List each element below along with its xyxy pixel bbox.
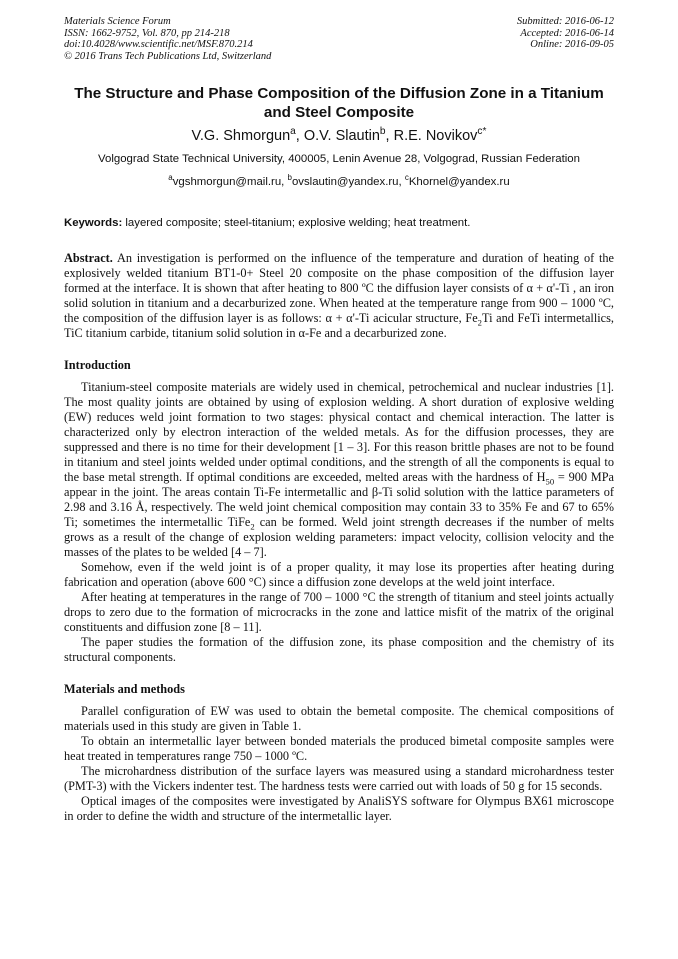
abstract-label: Abstract. (64, 251, 113, 266)
author: R.E. Novikov$^{c*}$ (393, 126, 487, 145)
author-affiliation: Volgograd State Technical University, 400005, Lenin Avenue 28, Volgograd, Russian Federation (98, 153, 580, 166)
keywords-label: Keywords: (64, 217, 123, 230)
date-submitted: Submitted: 2016-06-12 (516, 16, 614, 27)
email-link[interactable]: $^a$vgshmorgun@mail.ru (168, 173, 282, 189)
abstract (64, 251, 614, 341)
journal-info (64, 16, 271, 62)
author: V.G. Shmorgun$^a$, (191, 126, 304, 145)
paragraph: Somehow, even if the weld joint is of a proper quality, it may lose its properties after heating during fabrication and operation (above 600 °C) since a diffusion zone develops at the weld joint interface. (64, 560, 614, 590)
journal-name: Materials Science Forum (64, 16, 171, 27)
paragraph: The microhardness distribution of the surface layers was measured using a standard microhardness tester (PMT-3) with the Vickers indenter test. The hardness tests were carried out with loads of 50 g for 15 seconds. (64, 764, 614, 794)
date-accepted: Accepted: 2016-06-14 (520, 27, 614, 39)
paragraph: The paper studies the formation of the diffusion zone, its phase composition and the chemistry of its structural components. (64, 635, 614, 665)
author-list (64, 127, 614, 145)
email-link[interactable]: $^c$Khornel@yandex.ru (404, 173, 510, 189)
date-online: Online: 2016-09-05 (530, 39, 614, 51)
publication-dates (517, 16, 614, 62)
journal-copyright: © 2016 Trans Tech Publications Ltd, Switzerland (64, 50, 272, 62)
section-introduction (64, 358, 614, 665)
email-link[interactable]: $^b$ovslautin@yandex.ru (287, 173, 399, 189)
paragraph: To obtain an intermetallic layer between bonded materials the produced bimetal composite samples were heat treated in temperatures range 750 – 1000 ºC. (64, 734, 614, 764)
paragraph: Parallel configuration of EW was used to obtain the bemetal composite. The chemical compositions of materials used in this study are given in Table 1. (64, 704, 614, 734)
paragraph: Optical images of the composites were investigated by AnaliSYS software for Olympus BX61 microscope in order to define the width and structure of the intermetallic layer. (64, 794, 614, 824)
keywords (64, 216, 614, 230)
paper-title: The Structure and Phase Composition of the Diffusion Zone in a Titanium and Steel Composite (74, 85, 604, 122)
journal-issn: ISSN: 1662-9752, Vol. 870, pp 214-218 (64, 27, 230, 39)
section-heading: Materials and methods (64, 682, 185, 697)
paragraph: After heating at temperatures in the range of 700 – 1000 °C the strength of titanium and steel joints actually drops to zero due to the formation of microcracks in the zone and lattice misfit of the matrix of the original constituents and diffusion zone [8 – 11]. (64, 590, 614, 635)
abstract-text: An investigation is performed on the influence of the temperature and duration of heating of the explosively welded titanium BT1-0+ Steel 20 composite on the phase composition of the diffusion layer formed at the interface. It is shown that after heating to 800 ºC the diffusion layer consists of α + α'-Ti , an iron solid solution in titanium and a decarburized zone. When heated at the temperature range from 900 – 1000 ºC, the composition of the diffusion layer is as follows: α + α'-Ti acicular structure, $Fe_2Ti$ and FeTi intermetallics, TiC titanium carbide, titanium solid solution in α-Fe and a decarburized zone. (64, 251, 614, 341)
section-heading: Introduction (64, 358, 131, 373)
paragraph: Titanium-steel composite materials are widely used in chemical, petrochemical and nuclear industries [1]. The most quality joints are obtained by using of explosion welding. A short duration of explosive welding (EW) reduces weld joint formation to two stages: physical contact and chemical interaction. The latter is characterized only by electron interaction of the welded metals. As for the diffusion processes, they are suppressed and there is no time for their development [1 – 3]. For this reason brittle phases are not to be found in titanium and steel joints welded under optimal conditions, and the strength of all the components is equal to the base metal strength. If optimal conditions are exceeded, melted areas with the hardness of $H_{50} = 900$ MPa appear in the joint. The areas contain Ti-Fe intermetallic and β-Ti solid solution with the lattice parameters of 2.98 and 3.16 Å, respectively. The weld joint chemical composition may contain 33 to 35% Fe and 67 to 65% Ti; sometimes the intermetallic TiFe$_2$ can be formed. Weld joint strength decreases if the number of melts grows as a result of the change of explosion welding parameters: impact velocity, collision velocity and the masses of the plates to be welded [4 – 7]. (64, 380, 614, 560)
author: O.V. Slautin$^b$, (303, 126, 394, 145)
author-emails: $^a$vgshmorgun@mail.ru, $^b$ovslautin@yandex.ru, $^c$Khornel@yandex.ru (168, 173, 510, 189)
journal-doi: doi:10.4028/www.scientific.net/MSF.870.214 (64, 39, 253, 51)
publication-header (64, 16, 614, 62)
section-materials-methods (64, 682, 614, 824)
keywords-text: layered composite; steel-titanium; explosive welding; heat treatment. (122, 217, 471, 230)
